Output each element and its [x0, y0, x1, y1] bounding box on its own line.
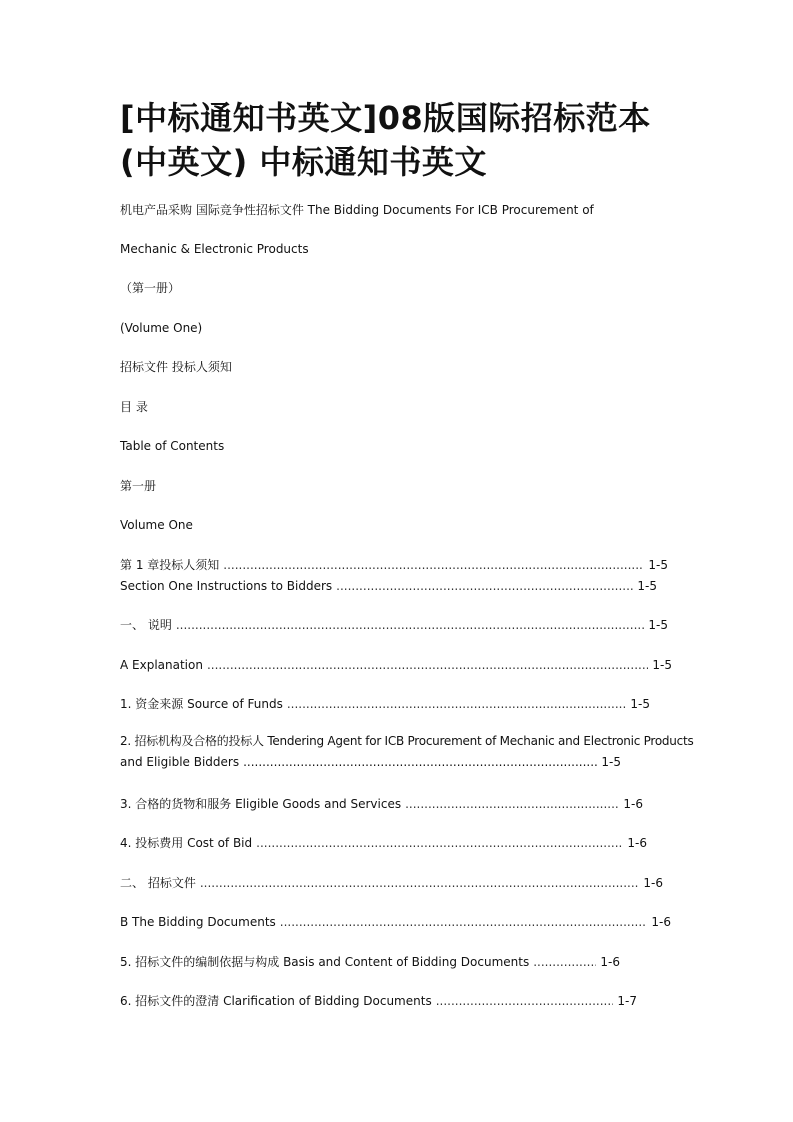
toc-entry[interactable] — [120, 696, 650, 712]
contents-heading-en: Table of Contents — [120, 439, 225, 453]
volume-one-cn: 第一册 — [120, 479, 157, 493]
toc-page-number: 1-5 — [648, 618, 668, 632]
toc-entry[interactable] — [120, 914, 671, 930]
subtitle-line-2: Mechanic & Electronic Products — [120, 242, 309, 256]
toc-entry[interactable] — [120, 796, 643, 812]
toc-leader-dots — [287, 696, 627, 712]
toc-leader-dots — [436, 993, 614, 1009]
toc-page-number: 1-6 — [600, 955, 620, 969]
toc-entry[interactable] — [120, 993, 637, 1009]
toc-entry-text: 一、 说明 — [120, 618, 172, 632]
toc-entry[interactable] — [120, 875, 663, 891]
toc-page-number: 1-6 — [651, 915, 671, 929]
toc-leader-dots — [223, 557, 644, 573]
document-title: [中标通知书英文]08版国际招标范本(中英文) 中标通知书英文 — [120, 99, 651, 181]
toc-entry-text: 二、 招标文件 — [120, 876, 196, 890]
contents-heading-cn: 目 录 — [120, 400, 148, 414]
toc-entry-text: 4. 投标费用 Cost of Bid — [120, 836, 253, 850]
toc-entry-text: Section One Instructions to Bidders — [120, 579, 333, 593]
toc-page-number: 1-5 — [648, 558, 668, 572]
toc-page-number: 1-5 — [637, 579, 657, 593]
toc-entry[interactable] — [120, 954, 620, 970]
toc-entry-text: 1. 资金来源 Source of Funds — [120, 697, 283, 711]
toc-leader-dots — [200, 875, 640, 891]
toc-entry[interactable] — [120, 731, 694, 773]
volume-label-en: (Volume One) — [120, 321, 203, 335]
toc-leader-dots — [533, 954, 596, 970]
toc-entry-text: 6. 招标文件的澄清 Clarification of Bidding Documents — [120, 994, 432, 1008]
toc-entry[interactable] — [120, 578, 657, 594]
toc-leader-dots — [176, 617, 645, 633]
toc-entry[interactable] — [120, 835, 647, 851]
toc-entry[interactable] — [120, 557, 668, 573]
toc-leader-dots — [243, 752, 597, 773]
toc-page-number: 1-5 — [601, 755, 621, 769]
toc-leader-dots — [405, 796, 619, 812]
toc-entry[interactable] — [120, 617, 668, 633]
toc-entry-text: B The Bidding Documents — [120, 915, 276, 929]
toc-page-number: 1-5 — [652, 658, 672, 672]
toc-page-number: 1-5 — [630, 697, 650, 711]
toc-leader-dots — [256, 835, 623, 851]
toc-entry-text-continued: and Eligible Bidders — [120, 755, 240, 769]
volume-label-cn: （第一册） — [120, 281, 181, 295]
toc-page-number: 1-6 — [627, 836, 647, 850]
toc-leader-dots — [280, 914, 648, 930]
toc-page-number: 1-7 — [617, 994, 637, 1008]
toc-page-number: 1-6 — [623, 797, 643, 811]
toc-entry-text: 5. 招标文件的编制依据与构成 Basis and Content of Bidding Documents — [120, 955, 530, 969]
toc-entry-text: 第 1 章投标人须知 — [120, 558, 220, 572]
volume-one-en: Volume One — [120, 518, 193, 532]
toc-entry-text: 3. 合格的货物和服务 Eligible Goods and Services — [120, 797, 402, 811]
subtitle-line-1: 机电产品采购 国际竞争性招标文件 The Bidding Documents For ICB Procurement of — [120, 203, 594, 217]
toc-entry-text: A Explanation — [120, 658, 203, 672]
section-heading: 招标文件 投标人须知 — [120, 360, 232, 374]
toc-leader-dots — [336, 578, 633, 594]
toc-entry[interactable] — [120, 657, 672, 673]
toc-leader-dots — [207, 657, 648, 673]
toc-entry-continuation — [120, 752, 621, 773]
toc-page-number: 1-6 — [643, 876, 663, 890]
toc-entry-text: 2. 招标机构及合格的投标人 Tendering Agent for ICB Procurement of Mechanic and Electronic Products — [120, 734, 694, 748]
